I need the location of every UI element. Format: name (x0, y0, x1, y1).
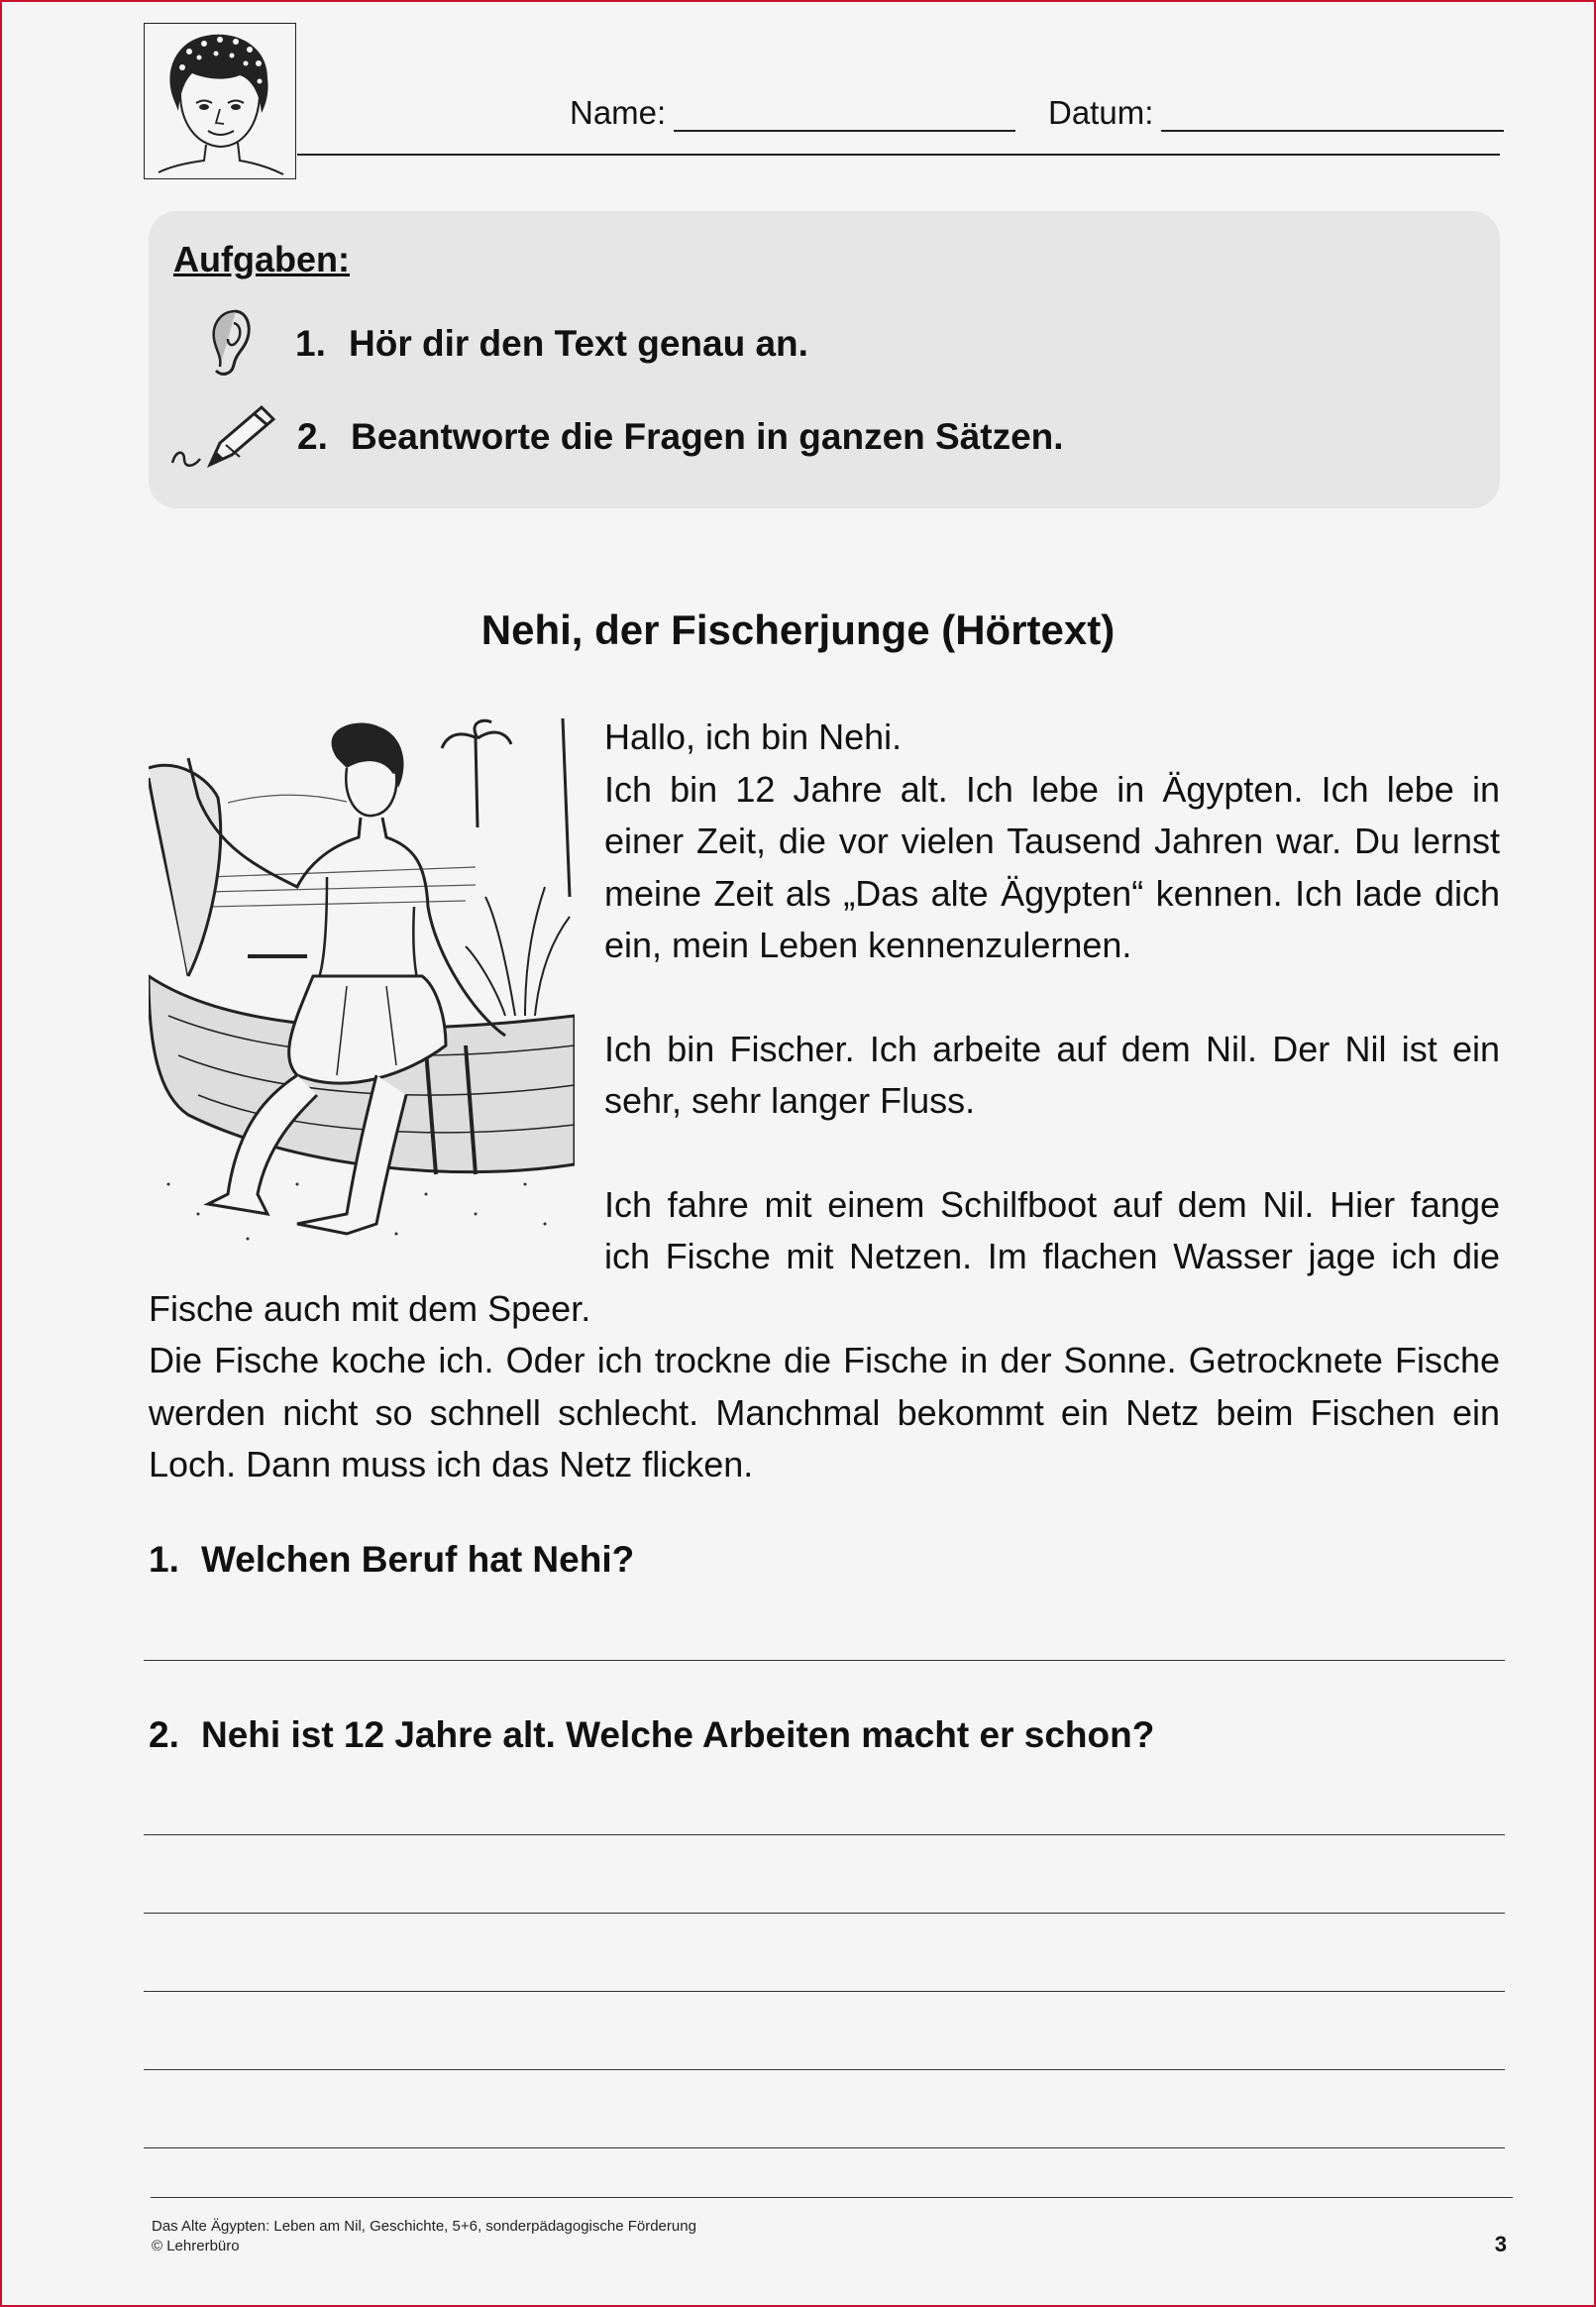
task-number-1: 1. (295, 323, 326, 364)
illustration-spacer (149, 712, 604, 1259)
ear-icon (206, 307, 254, 379)
task-item-2 (297, 416, 1064, 458)
story-paragraph-4: Ich fahre mit einem Schilfboot auf dem Nil. Hier fange ich Fische mit Netzen. Im flachen Wasser jage ich die Fische auch mit dem Speer. (149, 1183, 1500, 1329)
task-box (149, 211, 1500, 508)
task-heading: Aufgaben: (173, 239, 350, 279)
footer-source: Das Alte Ägypten: Leben am Nil, Geschichte, 5+6, sonderpädagogische Förderung (152, 2218, 696, 2235)
footer-rule (151, 2197, 1513, 2198)
header-rule (297, 154, 1500, 156)
answer-line[interactable] (144, 1834, 1505, 1835)
name-field[interactable] (570, 94, 1015, 132)
question-text-1: Welchen Beruf hat Nehi? (201, 1539, 635, 1580)
question-text-2: Nehi ist 12 Jahre alt. Welche Arbeiten macht er schon? (201, 1714, 1155, 1755)
task-text-2: Beantworte die Fragen in ganzen Sätzen. (351, 416, 1064, 457)
answer-line[interactable] (144, 1660, 1505, 1661)
question-number-1: 1. (149, 1539, 179, 1580)
story-paragraph-2: Ich bin 12 Jahre alt. Ich lebe in Ägypten. Ich lebe in einer Zeit, die vor vielen Tausend Jahren war. Du lernst meine Zeit als „Das alte Ägypten“ kennen. Ich lade dich ein, mein Leben kennenzulernen. (604, 768, 1500, 965)
footer-copyright: © Lehrerbüro (152, 2238, 240, 2254)
story-paragraph-1: Hallo, ich bin Nehi. (604, 716, 903, 757)
pencil-icon (170, 399, 279, 475)
boy-portrait-icon (145, 24, 295, 178)
story-paragraph-3: Ich bin Fischer. Ich arbeite auf dem Nil. Der Nil ist ein sehr, sehr langer Fluss. (604, 1028, 1500, 1121)
date-label: Datum: (1048, 94, 1154, 131)
page-number: 3 (1494, 2232, 1507, 2256)
name-input-line[interactable] (674, 100, 1015, 132)
task-text-1: Hör dir den Text genau an. (349, 323, 808, 364)
question-2 (149, 1714, 1154, 1756)
answer-line[interactable] (144, 2069, 1505, 2070)
answer-line[interactable] (144, 1913, 1505, 1914)
date-input-line[interactable] (1161, 100, 1504, 132)
task-number-2: 2. (297, 416, 328, 457)
question-1 (149, 1539, 634, 1581)
story-title: Nehi, der Fischerjunge (Hörtext) (480, 606, 1116, 653)
answer-line[interactable] (144, 2147, 1505, 2148)
answer-line[interactable] (144, 1991, 1505, 1992)
task-item-1 (295, 323, 808, 365)
story-text (149, 712, 1500, 1491)
date-field[interactable] (1048, 94, 1504, 132)
avatar (144, 23, 296, 179)
question-number-2: 2. (149, 1714, 179, 1755)
name-label: Name: (570, 94, 667, 131)
story-paragraph-5: Die Fische koche ich. Oder ich trockne die Fische in der Sonne. Getrocknete Fische werden nicht so schnell schlecht. Manchmal bekommt ein Netz beim Fischen ein Loch. Dann muss ich das Netz flicken. (149, 1340, 1500, 1484)
